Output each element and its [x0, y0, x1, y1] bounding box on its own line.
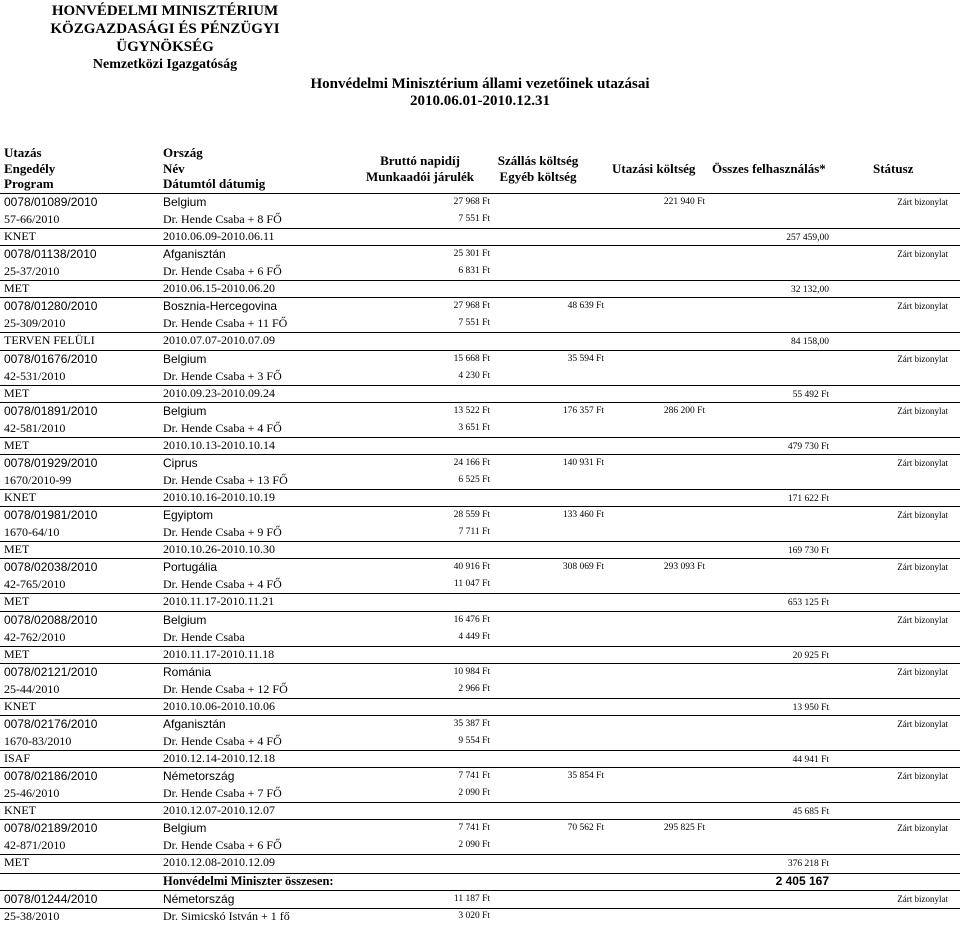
col-label: Bruttó napidíj — [380, 153, 460, 168]
lodging-cost: 176 357 Ft — [562, 405, 604, 416]
trip-row — [0, 855, 960, 872]
divider — [0, 715, 960, 716]
col-country — [163, 145, 265, 192]
divider — [0, 506, 960, 507]
col-trip — [4, 145, 55, 192]
trip-country: Afganisztán — [163, 247, 226, 262]
trip-country: Afganisztán — [163, 717, 226, 731]
permit-number: 25-37/2010 — [4, 264, 60, 279]
traveler-name: Dr. Hende Csaba + 11 FŐ — [163, 316, 288, 331]
trip-country: Belgium — [163, 821, 207, 836]
employer-contribution: 6 831 Ft — [458, 266, 490, 277]
divider — [0, 767, 960, 768]
trip-id: 0078/01676/2010 — [4, 351, 98, 366]
org-line: Nemzetközi Igazgatóság — [92, 57, 238, 72]
col-label: Ország — [163, 145, 203, 160]
permit-number: 42-762/2010 — [4, 629, 66, 644]
col-label: Engedély — [4, 160, 56, 176]
trip-country: Bosznia-Hercegovina — [163, 299, 278, 314]
employer-contribution: 2 090 Ft — [458, 788, 490, 799]
trip-id: 0078/01981/2010 — [4, 508, 98, 523]
trip-id: 0078/01138/2010 — [4, 247, 97, 262]
lodging-cost: 133 460 Ft — [562, 510, 604, 521]
trip-row — [0, 508, 960, 525]
trip-row — [0, 369, 960, 386]
program-type: KNET — [4, 490, 36, 504]
status-text: Zárt bizonylat — [897, 666, 948, 677]
org-line: HONVÉDELMI MINISZTÉRIUM — [51, 3, 279, 19]
total-spent: 169 730 Ft — [787, 546, 829, 557]
report-title — [300, 76, 660, 110]
traveler-name: Dr. Hende Csaba + 3 FŐ — [163, 368, 282, 383]
trip-row — [0, 473, 960, 490]
trip-row — [0, 490, 960, 507]
employer-contribution: 4 230 Ft — [458, 370, 490, 381]
daily-allowance: 40 916 Ft — [453, 562, 490, 573]
status-text: Zárt bizonylat — [897, 353, 948, 364]
travel-dates: 2010.07.07-2010.07.09 — [163, 333, 275, 348]
program-type: MET — [4, 855, 30, 870]
total-spent: 479 730 Ft — [787, 441, 829, 452]
trip-country: Portugália — [163, 560, 218, 575]
trip-row — [0, 316, 960, 333]
trip-id: 0078/02038/2010 — [4, 560, 98, 575]
trip-row — [0, 229, 960, 246]
program-type: KNET — [4, 698, 36, 713]
trip-id: 0078/02186/2010 — [4, 769, 98, 784]
daily-allowance: 15 668 Ft — [453, 353, 490, 364]
daily-allowance: 27 968 Ft — [453, 197, 490, 207]
traveler-name: Dr. Hende Csaba + 4 FŐ — [163, 577, 282, 592]
traveler-name: Dr. Hende Csaba — [163, 629, 245, 644]
divider — [0, 454, 960, 455]
trip-row — [0, 909, 960, 926]
status-text: Zárt bizonylat — [897, 771, 948, 782]
divider — [0, 558, 960, 559]
col-lodging — [492, 153, 584, 184]
trip-row — [0, 786, 960, 803]
total-spent: 32 132,00 — [791, 285, 829, 296]
daily-allowance: 11 187 Ft — [453, 894, 490, 904]
period-text: 2010.06.01-2010.12.31 — [410, 93, 550, 109]
trip-row — [0, 212, 960, 229]
trip-id: 0078/02176/2010 — [4, 717, 98, 731]
lodging-cost: 35 854 Ft — [567, 771, 604, 782]
traveler-name: Dr. Hende Csaba + 6 FŐ — [163, 838, 282, 853]
employer-contribution: 9 554 Ft — [458, 736, 490, 746]
col-label: Szállás költség — [497, 153, 579, 168]
employer-contribution: 7 711 Ft — [458, 527, 490, 538]
employer-contribution: 2 090 Ft — [458, 840, 490, 851]
permit-number: 57-66/2010 — [4, 212, 60, 226]
travel-dates: 2010.10.16-2010.10.19 — [163, 490, 275, 504]
col-status: Státusz — [873, 161, 914, 176]
travel-cost: 221 940 Ft — [663, 197, 705, 207]
status-text: Zárt bizonylat — [897, 249, 948, 260]
trip-row — [0, 751, 960, 768]
trip-row — [0, 892, 960, 909]
permit-number: 25-38/2010 — [4, 909, 60, 923]
lodging-cost: 48 639 Ft — [567, 301, 604, 312]
summary-row — [0, 874, 960, 891]
permit-number: 25-309/2010 — [4, 316, 66, 331]
col-label: Utazás — [4, 145, 42, 160]
total-spent: 257 459,00 — [786, 233, 829, 243]
trip-row — [0, 421, 960, 438]
permit-number: 42-765/2010 — [4, 577, 66, 592]
travel-cost: 293 093 Ft — [663, 562, 705, 573]
lodging-cost: 308 069 Ft — [562, 562, 604, 573]
employer-contribution: 4 449 Ft — [458, 631, 490, 642]
permit-number: 1670-64/10 — [4, 525, 60, 540]
status-text: Zárt bizonylat — [897, 301, 948, 312]
traveler-name: Dr. Hende Csaba + 9 FŐ — [163, 525, 282, 540]
summary-value: 2 405 167 — [775, 874, 829, 888]
employer-contribution: 7 551 Ft — [458, 214, 490, 224]
daily-allowance: 7 741 Ft — [458, 771, 490, 782]
travel-dates: 2010.10.13-2010.10.14 — [163, 437, 275, 452]
traveler-name: Dr. Hende Csaba + 6 FŐ — [163, 264, 282, 279]
employer-contribution: 3 651 Ft — [458, 422, 490, 433]
summary-label: Honvédelmi Miniszter összesen: — [163, 874, 334, 888]
trip-row — [0, 803, 960, 820]
travel-dates: 2010.11.17-2010.11.21 — [163, 594, 275, 609]
employer-contribution: 2 966 Ft — [458, 683, 490, 694]
trip-row — [0, 247, 960, 264]
travel-cost: 295 825 Ft — [663, 823, 705, 834]
program-type: MET — [4, 646, 30, 661]
trip-row — [0, 734, 960, 751]
col-travel: Utazási költség — [612, 161, 696, 176]
trip-row — [0, 333, 960, 350]
trip-row — [0, 594, 960, 611]
divider — [0, 663, 960, 664]
traveler-name: Dr. Hende Csaba + 7 FŐ — [163, 786, 282, 801]
travel-dates: 2010.12.08-2010.12.09 — [163, 855, 275, 870]
program-type: KNET — [4, 229, 36, 243]
traveler-name: Dr. Hende Csaba + 4 FŐ — [163, 420, 282, 435]
total-spent: 653 125 Ft — [787, 598, 829, 609]
travel-dates: 2010.10.06-2010.10.06 — [163, 698, 275, 713]
trip-country: Belgium — [163, 351, 207, 366]
status-text: Zárt bizonylat — [897, 562, 948, 573]
traveler-name: Dr. Hende Csaba + 13 FŐ — [163, 473, 288, 487]
trip-country: Németország — [163, 769, 235, 784]
trip-country: Egyiptom — [163, 508, 214, 523]
divider — [0, 193, 960, 194]
divider — [0, 819, 960, 820]
trip-row — [0, 456, 960, 473]
traveler-name: Dr. Hende Csaba + 8 FŐ — [163, 212, 282, 226]
divider — [0, 890, 960, 891]
permit-number: 42-581/2010 — [4, 420, 66, 435]
trip-row — [0, 577, 960, 594]
trip-country: Belgium — [163, 612, 207, 627]
trip-id: 0078/01244/2010 — [4, 892, 98, 906]
trip-row — [0, 352, 960, 369]
status-text: Zárt bizonylat — [897, 458, 948, 468]
divider — [0, 611, 960, 612]
traveler-name: Dr. Hende Csaba + 12 FŐ — [163, 681, 288, 696]
trip-row — [0, 560, 960, 577]
col-total: Összes felhasználás* — [712, 161, 826, 176]
trip-country: Belgium — [163, 403, 207, 418]
program-type: TERVEN FELÜLI — [4, 333, 95, 348]
employer-contribution: 11 047 Ft — [453, 579, 490, 590]
status-text: Zárt bizonylat — [897, 823, 948, 834]
title-text: Honvédelmi Minisztérium állami vezetőinek utazásai — [310, 76, 650, 92]
col-label: Program — [4, 176, 54, 191]
travel-dates: 2010.06.15-2010.06.20 — [163, 281, 275, 296]
total-spent: 171 622 Ft — [787, 494, 829, 504]
trip-row — [0, 665, 960, 682]
program-type: KNET — [4, 803, 36, 818]
trip-id: 0078/01891/2010 — [4, 403, 98, 418]
total-spent: 45 685 Ft — [792, 807, 829, 818]
daily-allowance: 13 522 Ft — [453, 405, 490, 416]
col-daily — [350, 153, 490, 184]
total-spent: 20 925 Ft — [792, 650, 829, 661]
program-type: MET — [4, 594, 30, 609]
travel-dates: 2010.12.07-2010.12.07 — [163, 803, 275, 818]
trip-row — [0, 630, 960, 647]
status-text: Zárt bizonylat — [897, 197, 948, 207]
org-line: KÖZGAZDASÁGI ÉS PÉNZÜGYI ÜGYNÖKSÉG — [50, 21, 280, 55]
organization-heading — [0, 2, 330, 74]
status-text: Zárt bizonylat — [897, 614, 948, 625]
trip-row — [0, 264, 960, 281]
daily-allowance: 27 968 Ft — [453, 301, 490, 312]
trip-row — [0, 647, 960, 664]
traveler-name: Dr. Hende Csaba + 4 FŐ — [163, 734, 282, 748]
trip-row — [0, 525, 960, 542]
trip-row — [0, 542, 960, 559]
trip-country: Románia — [163, 664, 212, 679]
travel-dates: 2010.11.17-2010.11.18 — [163, 646, 275, 661]
permit-number: 25-46/2010 — [4, 786, 60, 801]
daily-allowance: 28 559 Ft — [453, 510, 490, 521]
status-text: Zárt bizonylat — [897, 405, 948, 416]
daily-allowance: 16 476 Ft — [453, 614, 490, 625]
trip-row — [0, 438, 960, 455]
trip-row — [0, 386, 960, 403]
lodging-cost: 140 931 Ft — [562, 458, 604, 468]
lodging-cost: 35 594 Ft — [567, 353, 604, 364]
program-type: MET — [4, 281, 30, 296]
travel-dates: 2010.09.23-2010.09.24 — [163, 385, 275, 400]
column-header — [0, 145, 960, 192]
divider — [0, 350, 960, 351]
employer-contribution: 7 551 Ft — [458, 318, 490, 329]
trip-id: 0078/02121/2010 — [4, 664, 98, 679]
daily-allowance: 10 984 Ft — [453, 666, 490, 677]
status-text: Zárt bizonylat — [897, 894, 948, 904]
permit-number: 25-44/2010 — [4, 681, 60, 696]
travel-dates: 2010.06.09-2010.06.11 — [163, 229, 275, 243]
travel-dates: 2010.12.14-2010.12.18 — [163, 751, 275, 765]
total-spent: 44 941 Ft — [792, 755, 829, 765]
employer-contribution: 6 525 Ft — [458, 475, 490, 485]
divider — [0, 402, 960, 403]
trip-id: 0078/02088/2010 — [4, 612, 98, 627]
trip-row — [0, 717, 960, 734]
trip-id: 0078/01280/2010 — [4, 299, 98, 314]
total-spent: 55 492 Ft — [792, 389, 829, 400]
employer-contribution: 3 020 Ft — [458, 911, 490, 921]
status-text: Zárt bizonylat — [897, 510, 948, 521]
program-type: MET — [4, 385, 30, 400]
trip-row — [0, 821, 960, 838]
trip-row — [0, 281, 960, 298]
trip-row — [0, 195, 960, 212]
trip-id: 0078/01089/2010 — [4, 195, 98, 209]
daily-allowance: 25 301 Ft — [453, 249, 490, 260]
trip-row — [0, 613, 960, 630]
program-type: MET — [4, 437, 30, 452]
divider — [0, 245, 960, 246]
trip-row — [0, 404, 960, 421]
col-label: Dátumtól dátumig — [163, 176, 266, 191]
permit-number: 1670/2010-99 — [4, 473, 72, 487]
program-type: ISAF — [4, 751, 31, 765]
lodging-cost: 70 562 Ft — [567, 823, 604, 834]
permit-number: 42-531/2010 — [4, 368, 66, 383]
col-label: Egyéb költség — [499, 168, 577, 184]
traveler-name: Dr. Simicskó István + 1 fő — [163, 909, 290, 923]
col-label: Munkaadói járulék — [366, 168, 474, 184]
total-spent: 13 950 Ft — [792, 702, 829, 713]
col-label: Név — [163, 160, 185, 176]
trip-id: 0078/01929/2010 — [4, 456, 98, 470]
program-type: MET — [4, 542, 30, 557]
trip-country: Németország — [163, 892, 235, 906]
divider — [0, 297, 960, 298]
trip-row — [0, 769, 960, 786]
daily-allowance: 7 741 Ft — [458, 823, 490, 834]
trip-row — [0, 699, 960, 716]
travel-dates: 2010.10.26-2010.10.30 — [163, 542, 275, 557]
travel-cost: 286 200 Ft — [663, 405, 705, 416]
trip-country: Belgium — [163, 195, 207, 209]
daily-allowance: 35 387 Ft — [453, 719, 490, 729]
trip-row — [0, 299, 960, 316]
total-spent: 376 218 Ft — [787, 859, 829, 870]
trip-id: 0078/02189/2010 — [4, 821, 98, 836]
trip-row — [0, 838, 960, 855]
trip-row — [0, 682, 960, 699]
daily-allowance: 24 166 Ft — [453, 458, 490, 468]
status-text: Zárt bizonylat — [897, 719, 948, 729]
trip-country: Ciprus — [163, 456, 198, 470]
permit-number: 42-871/2010 — [4, 838, 66, 853]
permit-number: 1670-83/2010 — [4, 734, 72, 748]
total-spent: 84 158,00 — [791, 337, 829, 348]
